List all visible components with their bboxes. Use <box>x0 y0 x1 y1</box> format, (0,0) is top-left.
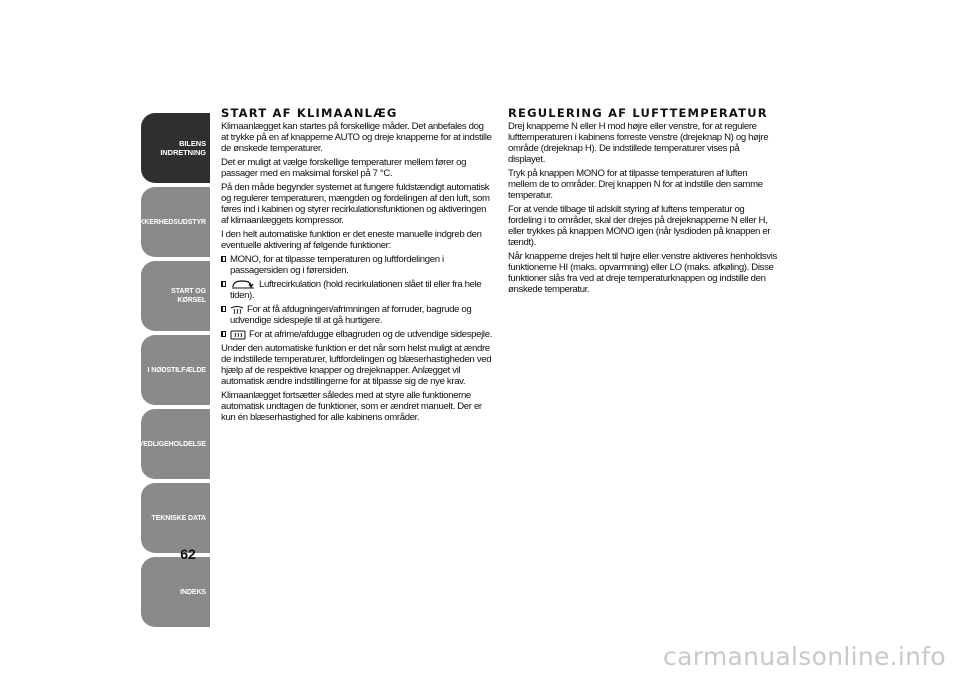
list-item <box>221 329 493 340</box>
left-column <box>221 106 493 426</box>
tab-label: BILENS INDRETNING <box>160 139 206 157</box>
tab-bilens-indretning[interactable] <box>141 113 210 183</box>
list-item-text: Luftrecirkulation (hold recirkulationen slået til eller fra hele tiden). <box>230 279 482 302</box>
rear-window-defrost-icon <box>230 330 246 340</box>
watermark: carmanualsonline.info <box>663 642 946 671</box>
tab-sikkerhedsudstyr[interactable] <box>132 187 210 257</box>
paragraph: For at vende tilbage til adskilt styring af luftens temperatur og fordeling i to områder, skal der drejes på drejeknapperne N eller H, eller trykkes på knappen MONO igen (når lysdioden på knappen er tændt). <box>508 204 771 248</box>
tab-label: SIKKERHEDSUDSTYR <box>132 218 206 226</box>
tab-label: TEKNISKE DATA <box>151 514 206 522</box>
tab-label: START OG KØRSEL <box>171 288 206 304</box>
paragraph: Klimaanlægget kan startes på forskellige måder. Det anbefales dog at trykke på en af knapperne AUTO og dreje knapperne for at indstille de ønskede temperaturer. <box>221 121 492 154</box>
tab-vedligeholdelse[interactable] <box>138 409 210 479</box>
tab-label: INDEKS <box>180 588 206 596</box>
bullet-box-icon <box>221 331 226 337</box>
tab-start-og-korsel[interactable] <box>141 261 210 331</box>
tab-indeks[interactable] <box>141 557 210 627</box>
list-item-text: For at afrime/afdugge elbagruden og de udvendige sidespejle. <box>249 329 493 341</box>
section-heading: REGULERING AF LUFTTEMPERATUR <box>508 106 768 120</box>
tab-label: I NØDSTILFÆLDE <box>147 366 206 374</box>
tab-i-nodstilfaelde[interactable] <box>141 335 210 405</box>
paragraph: Drej knapperne N eller H mod højre eller venstre, for at regulere lufttemperaturen i kabinens forreste venstre (drejeknap N) og højre område (drejeknap H). De indstillede temperaturer vises på displayet. <box>508 121 769 165</box>
paragraph: Det er muligt at vælge forskellige temperaturer mellem fører og passager med en maksimal forskel på 7 °C. <box>221 157 467 179</box>
paragraph: På den måde begynder systemet at fungere fuldstændigt automatisk og regulerer temperaturen, mængden og fordelingen af den luft, som føres ind i kabinen og styrer recirkulationsfunktionen og aktiveringen af klimaanlæggets kompressor. <box>221 182 490 226</box>
paragraph: Klimaanlægget fortsætter således med at styre alle funktionerne automatisk undtagen de funktioner, som er ændret manuelt. Der er kun én blæserhastighed for alle kabinens områder. <box>221 390 482 424</box>
bullet-box-icon <box>221 256 226 262</box>
right-column <box>508 106 778 298</box>
paragraph: Tryk på knappen MONO for at tilpasse temperaturen af luften mellem de to områder. Drej knappen N for at indstille den samme temperatur. <box>508 168 763 201</box>
list-item <box>221 304 493 326</box>
list-item-text: For at få afdugningen/afrimningen af forruder, bagrude og udvendige sidespejle til at gå hurtigere. <box>230 304 472 327</box>
page-number: 62 <box>180 546 196 562</box>
windscreen-defrost-icon <box>230 305 244 315</box>
tab-label: VEDLIGEHOLDELSE <box>138 440 206 448</box>
tab-tekniske-data[interactable] <box>141 483 210 553</box>
paragraph: Når knapperne drejes helt til højre eller venstre aktiveres henholdsvis funktionerne HI (maks. opvarmning) eller LO (maks. afkøling). Disse funktioner slås fra ved at dreje temperaturknappen og indstille den ønskede temperatur. <box>508 251 777 295</box>
paragraph: Under den automatiske funktion er det når som helst muligt at ændre de indstillede temperaturer, luftfordelingen og blæserhastigheden ved hjælp af de respektive knapper og drejeknapper. Anlægget vil automatisk ændre indstillingerne for at tilpasse sig de nye krav. <box>221 343 492 388</box>
list-item <box>221 279 493 301</box>
section-heading: START AF KLIMAANLÆG <box>221 106 398 120</box>
list-item <box>221 254 493 276</box>
bullet-box-icon <box>221 281 226 287</box>
paragraph: I den helt automatiske funktion er det eneste manuelle indgreb den eventuelle aktivering af følgende funktioner: <box>221 229 482 251</box>
bullet-box-icon <box>221 306 226 312</box>
list-item-text: MONO, for at tilpasse temperaturen og luftfordelingen i passagersiden og i førersiden. <box>230 254 444 276</box>
recirculation-icon <box>230 279 256 290</box>
